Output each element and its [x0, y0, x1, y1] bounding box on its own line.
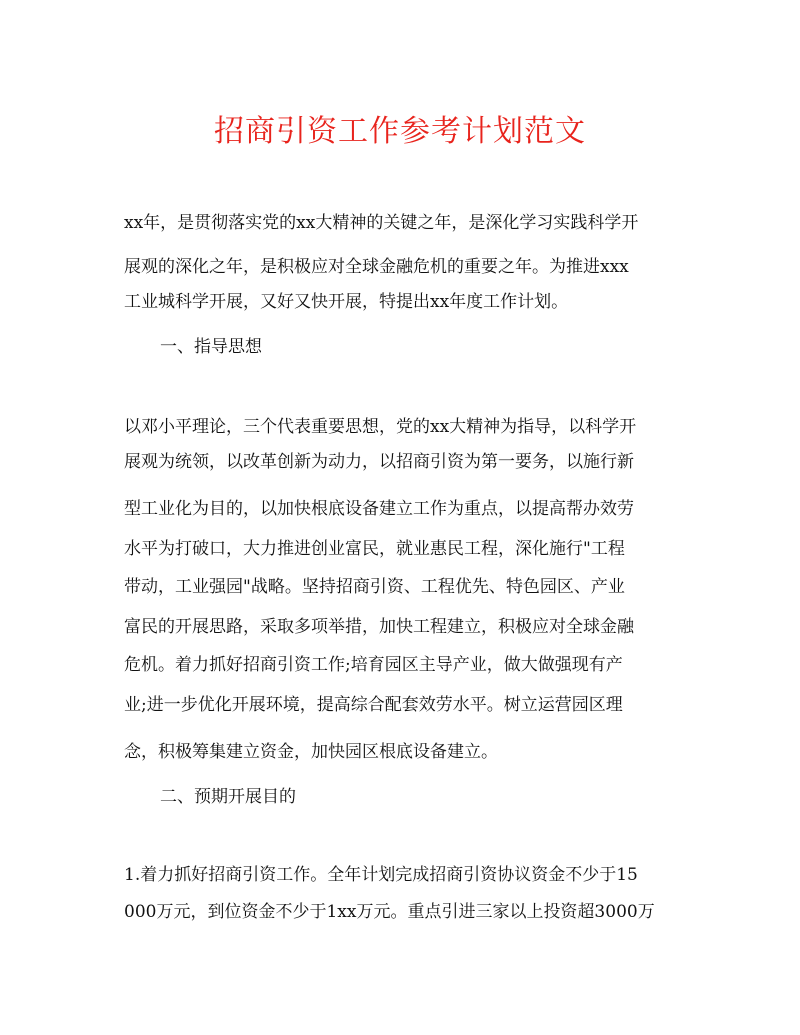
section2-line: 000万元，到位资金不少于1xx万元。重点引进三家以上投资超3000万: [124, 902, 655, 922]
intro-line: 展观的深化之年，是积极应对全球金融危机的重要之年。为推进xxx: [124, 257, 629, 277]
section-heading-guiding-ideology: 一、指导思想: [160, 337, 262, 357]
section2-line: 1.着力抓好招商引资工作。全年计划完成招商引资协议资金不少于15: [124, 865, 638, 885]
document-title: 招商引资工作参考计划范文: [214, 114, 586, 149]
section1-line: 业;进一步优化开展环境，提高综合配套效劳水平。树立运营园区理: [124, 695, 623, 715]
section1-line: 以邓小平理论，三个代表重要思想，党的xx大精神为指导，以科学开: [124, 417, 637, 437]
section1-line: 展观为统领，以改革创新为动力，以招商引资为第一要务，以施行新: [124, 452, 634, 472]
section1-line: 带动，工业强园"战略。坚持招商引资、工程优先、特色园区、产业: [124, 577, 625, 597]
intro-line: 工业城科学开展，又好又快开展，特提出xx年度工作计划。: [124, 292, 569, 312]
section1-line: 水平为打破口，大力推进创业富民，就业惠民工程，深化施行"工程: [124, 539, 625, 559]
section1-line: 型工业化为目的，以加快根底设备建立工作为重点，以提高帮办效劳: [124, 499, 634, 519]
section1-line: 危机。着力抓好招商引资工作;培育园区主导产业，做大做强现有产: [124, 655, 623, 675]
section1-line: 富民的开展思路，采取多项举措，加快工程建立，积极应对全球金融: [124, 617, 634, 637]
section-heading-expected-goals: 二、预期开展目的: [160, 787, 296, 807]
section1-line: 念，积极筹集建立资金，加快园区根底设备建立。: [124, 742, 498, 762]
intro-line: xx年，是贯彻落实党的xx大精神的关键之年，是深化学习实践科学开: [124, 213, 639, 233]
